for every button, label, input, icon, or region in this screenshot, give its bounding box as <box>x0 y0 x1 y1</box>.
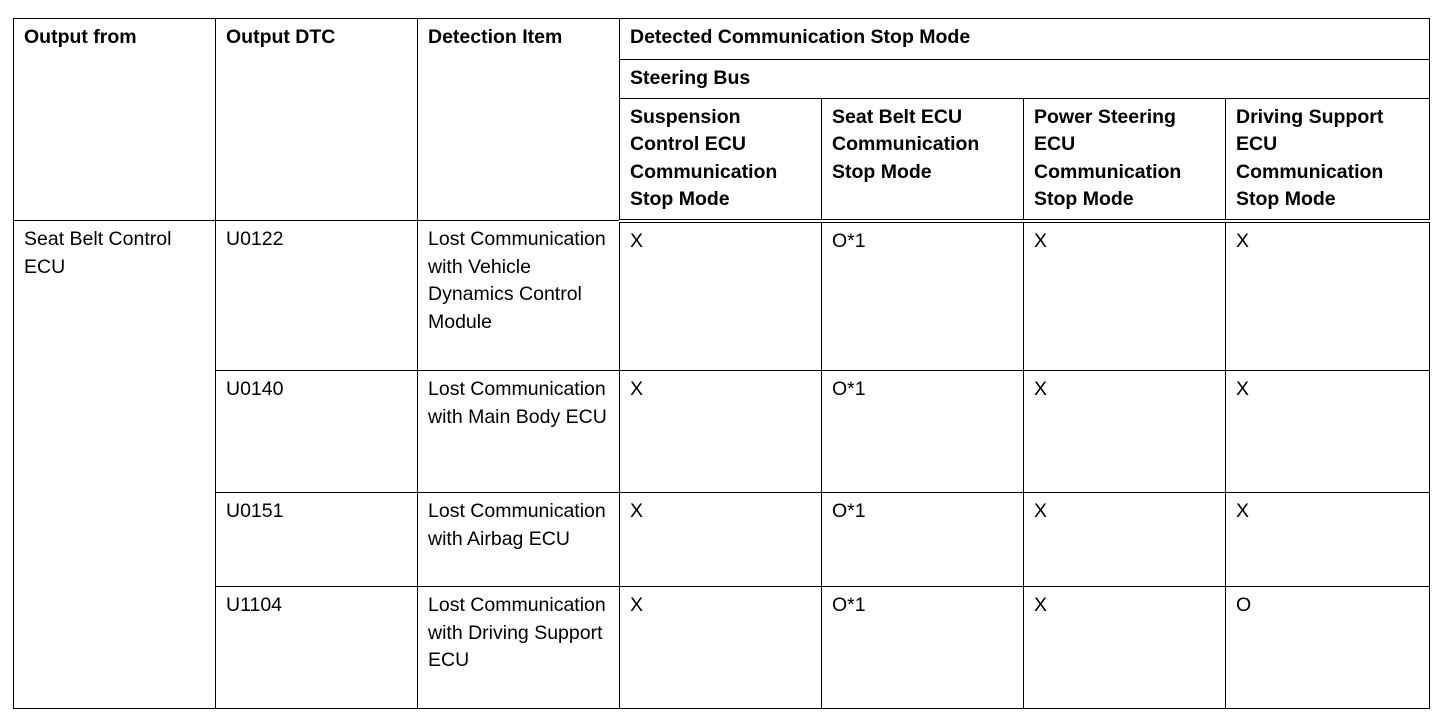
cell-mode-suspension: X <box>620 587 822 709</box>
table-row <box>14 493 1430 587</box>
cell-mode-power-steering: X <box>1024 493 1226 587</box>
cell-detection-item: Lost Communication with Airbag ECU <box>418 493 620 587</box>
header-detected-mode: Detected Communication Stop Mode <box>620 19 1430 60</box>
cell-mode-suspension: X <box>620 371 822 493</box>
header-steering-bus: Steering Bus <box>620 60 1430 99</box>
dtc-table <box>13 18 1430 709</box>
cell-mode-driving-support: X <box>1226 493 1430 587</box>
cell-mode-seat-belt: O*1 <box>822 371 1024 493</box>
cell-mode-driving-support: O <box>1226 587 1430 709</box>
cell-mode-suspension: X <box>620 221 822 371</box>
cell-dtc: U0122 <box>216 221 418 371</box>
header-mode-driving-support: Driving Support ECU Communication Stop Mode <box>1226 98 1430 221</box>
cell-mode-seat-belt: O*1 <box>822 587 1024 709</box>
header-mode-power-steering: Power Steering ECU Communication Stop Mode <box>1024 98 1226 221</box>
cell-output-from: Seat Belt Control ECU <box>14 221 216 709</box>
cell-mode-driving-support: X <box>1226 221 1430 371</box>
table-row <box>14 221 1430 371</box>
cell-mode-power-steering: X <box>1024 221 1226 371</box>
cell-mode-seat-belt: O*1 <box>822 493 1024 587</box>
header-detection-item: Detection Item <box>418 19 620 221</box>
header-mode-seat-belt: Seat Belt ECU Communication Stop Mode <box>822 98 1024 221</box>
table-row <box>14 371 1430 493</box>
cell-dtc: U0151 <box>216 493 418 587</box>
cell-detection-item: Lost Communication with Driving Support ECU <box>418 587 620 709</box>
header-output-dtc: Output DTC <box>216 19 418 221</box>
header-output-from: Output from <box>14 19 216 221</box>
cell-dtc: U0140 <box>216 371 418 493</box>
header-mode-suspension: Suspension Control ECU Communication Stop Mode <box>620 98 822 221</box>
cell-mode-power-steering: X <box>1024 587 1226 709</box>
cell-detection-item: Lost Communication with Main Body ECU <box>418 371 620 493</box>
cell-dtc: U1104 <box>216 587 418 709</box>
table-row <box>14 587 1430 709</box>
dtc-table-container <box>13 18 1430 709</box>
header-row-main <box>14 19 1430 60</box>
cell-mode-power-steering: X <box>1024 371 1226 493</box>
cell-detection-item: Lost Communication with Vehicle Dynamics Control Module <box>418 221 620 371</box>
cell-mode-driving-support: X <box>1226 371 1430 493</box>
cell-mode-seat-belt: O*1 <box>822 221 1024 371</box>
cell-mode-suspension: X <box>620 493 822 587</box>
